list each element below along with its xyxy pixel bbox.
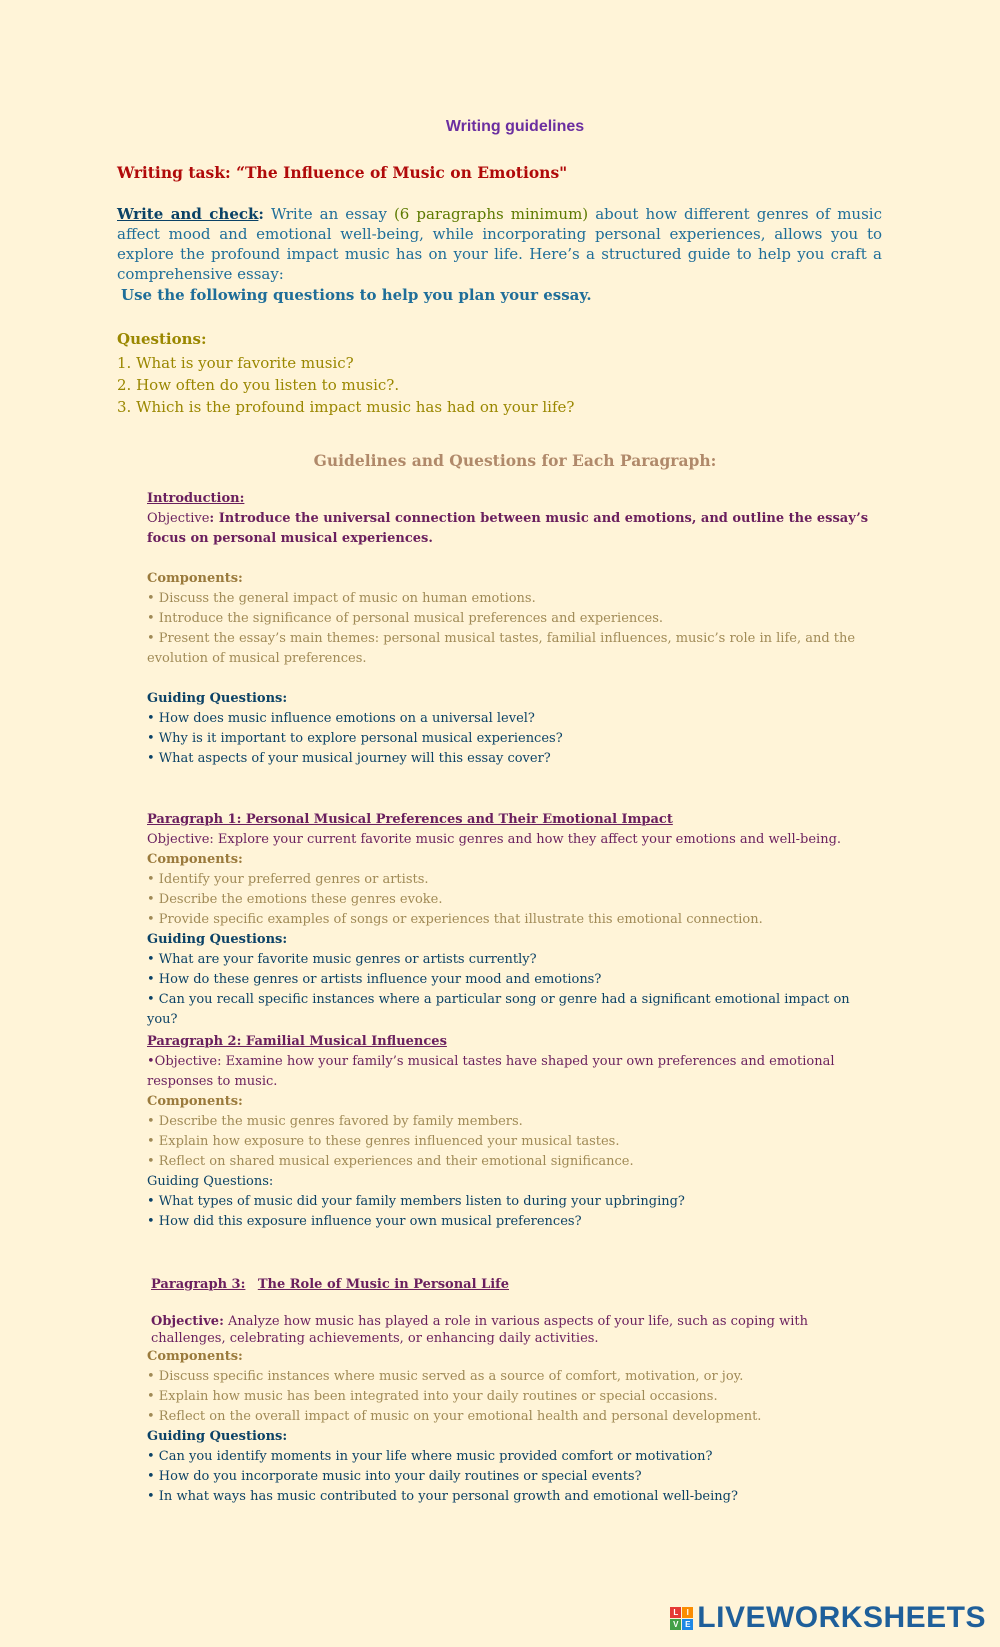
component-item: • Reflect on shared musical experiences and their emotional significance. — [147, 1154, 634, 1169]
component-item: • Describe the emotions these genres evoke. — [147, 892, 443, 907]
guiding-question-item: • How did this exposure influence your own musical preferences? — [147, 1214, 582, 1229]
paragraphs-minimum: (6 paragraphs minimum) — [393, 205, 589, 223]
guiding-question-item: • Can you identify moments in your life where music provided comfort or motivation? — [147, 1449, 713, 1464]
component-item: • Identify your preferred genres or artists. — [147, 872, 429, 887]
logo-letter-i: I — [682, 1607, 693, 1618]
introduction-objective — [147, 509, 882, 549]
objective-text: Analyze how music has played a role in various aspects of your life, such as coping with challenges, celebrating achievements, or enhancing daily activities. — [151, 1314, 808, 1346]
components-heading: Components: — [147, 571, 243, 586]
introduction-heading: Introduction: — [147, 491, 245, 506]
guiding-question-item: • Why is it important to explore personal musical experiences? — [147, 731, 563, 746]
logo-letter-l: L — [670, 1607, 681, 1618]
paragraph3-heading — [147, 1275, 882, 1295]
components-heading: Components: — [147, 852, 243, 867]
objective-label: Objective: — [151, 1314, 224, 1329]
paragraph1-heading: Paragraph 1: Personal Musical Preferences and Their Emotional Impact — [147, 812, 673, 827]
guiding-question-item: • How does music influence emotions on a universal level? — [147, 711, 535, 726]
paragraph3-heading-number: Paragraph 3: — [151, 1277, 246, 1292]
paragraph3-heading-title: The Role of Music in Personal Life — [257, 1277, 510, 1292]
question-item: 2. How often do you listen to music?. — [117, 376, 400, 394]
paragraph2-section — [147, 1032, 882, 1232]
paragraph3-section — [147, 1275, 882, 1507]
guiding-question-item: • Can you recall specific instances where a particular song or genre had a significant emotional impact on you? — [147, 992, 850, 1027]
question-item: 3. Which is the profound impact music has had on your life? — [117, 398, 575, 416]
components-heading: Components: — [147, 1349, 243, 1364]
guiding-questions-heading: Guiding Questions: — [147, 1429, 288, 1444]
guiding-question-item: • How do these genres or artists influence your mood and emotions? — [147, 972, 602, 987]
guiding-question-item: • What aspects of your musical journey will this essay cover? — [147, 751, 551, 766]
questions-list — [117, 352, 574, 418]
question-item: 1. What is your favorite music? — [117, 354, 354, 372]
guiding-questions-heading: Guiding Questions: — [147, 932, 288, 947]
guiding-question-item: • What types of music did your family members listen to during your upbringing? — [147, 1194, 685, 1209]
guiding-question-item: • In what ways has music contributed to your personal growth and emotional well-being? — [147, 1489, 738, 1504]
logo-letter-v: V — [670, 1619, 681, 1630]
plan-instruction: Use the following questions to help you plan your essay. — [121, 286, 592, 304]
component-item: • Reflect on the overall impact of music on your emotional health and personal development. — [147, 1409, 762, 1424]
guiding-questions-heading: Guiding Questions: — [147, 691, 288, 706]
component-item: • Introduce the significance of personal musical preferences and experiences. — [147, 611, 664, 626]
write-and-check-label: Write and check — [117, 205, 259, 223]
liveworksheets-logo[interactable] — [670, 1601, 986, 1635]
component-item: • Discuss the general impact of music on human emotions. — [147, 591, 536, 606]
guiding-question-item: • What are your favorite music genres or artists currently? — [147, 952, 537, 967]
component-item: • Explain how exposure to these genres influenced your musical tastes. — [147, 1134, 620, 1149]
label-colon: : — [258, 205, 264, 223]
guidelines-heading: Guidelines and Questions for Each Paragraph: — [313, 451, 717, 470]
component-item: • Present the essay’s main themes: personal musical tastes, familial influences, music’s role in life, and the evolution of musical preferences. — [147, 631, 856, 666]
instructions-paragraph — [117, 204, 882, 284]
component-item: • Provide specific examples of songs or experiences that illustrate this emotional connection. — [147, 912, 763, 927]
component-item: • Discuss specific instances where music served as a source of comfort, motivation, or joy. — [147, 1369, 744, 1384]
logo-letter-e: E — [682, 1619, 693, 1630]
paragraph1-objective: Objective: Explore your current favorite music genres and how they affect your emotions and well-being. — [147, 832, 842, 847]
liveworksheets-logo-text: LIVEWORKSHEETS — [697, 1601, 986, 1634]
instructions-text-a: Write an essay — [263, 205, 394, 223]
liveworksheets-logo-icon — [670, 1607, 693, 1630]
introduction-section — [147, 489, 882, 769]
component-item: • Describe the music genres favored by family members. — [147, 1114, 523, 1129]
objective-label: Objective — [147, 511, 210, 526]
questions-heading: Questions: — [117, 330, 207, 348]
guiding-questions-heading: Guiding Questions: — [147, 1174, 274, 1189]
paragraph1-section — [147, 810, 882, 1030]
components-heading: Components: — [147, 1094, 243, 1109]
objective-text: : Introduce the universal connection between music and emotions, and outline the essay’s focus on personal musical experiences. — [147, 511, 869, 546]
guiding-question-item: • How do you incorporate music into your daily routines or special events? — [147, 1469, 642, 1484]
instructions-text-b: about how different genres of music affect mood and emotional well-being, while incorporating personal experiences, allows you to explore the profound impact music has on your life. Here’s a structured guide to help you craft a comprehensive essay: — [117, 205, 882, 283]
paragraph2-heading: Paragraph 2: Familial Musical Influences — [147, 1034, 447, 1049]
component-item: • Explain how music has been integrated into your daily routines or special occasions. — [147, 1389, 718, 1404]
paragraph3-objective — [147, 1313, 882, 1347]
writing-task: Writing task: “The Influence of Music on Emotions" — [117, 163, 568, 182]
paragraph2-objective: •Objective: Examine how your family’s musical tastes have shaped your own preferences and emotional responses to music. — [147, 1054, 835, 1089]
page-title: Writing guidelines — [445, 118, 585, 135]
